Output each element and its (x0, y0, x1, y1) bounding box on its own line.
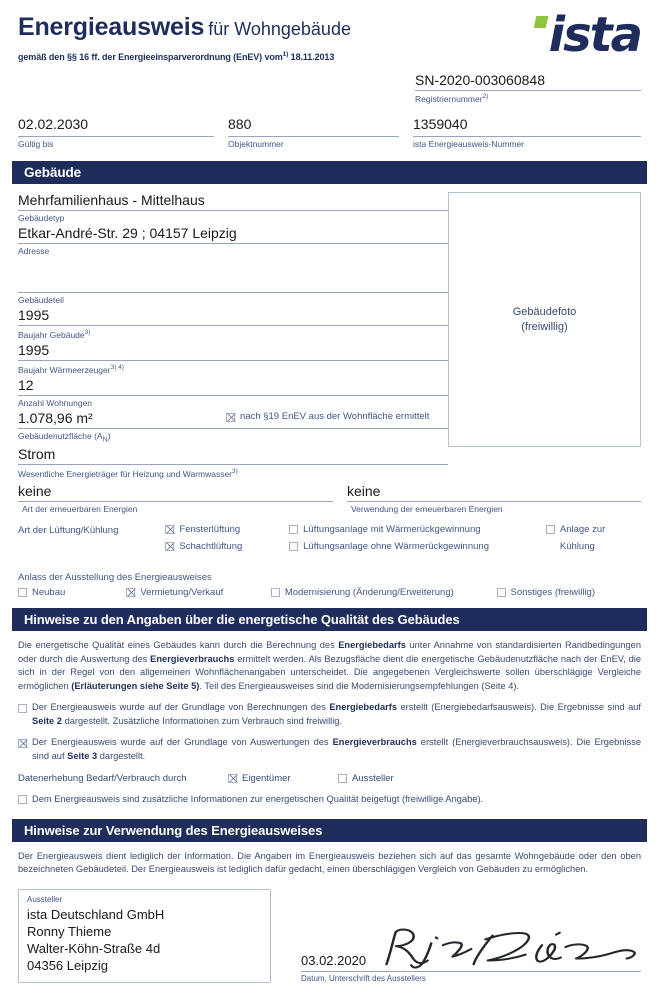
field-gueltig-bis-label: Gültig bis (18, 139, 54, 149)
field-gebaeudenutzflaeche-label-sub: N (102, 435, 108, 444)
field-gebaeudenutzflaeche (18, 410, 448, 447)
checkbox-neubau[interactable] (18, 587, 126, 598)
field-energietraeger-value: Strom (18, 446, 448, 465)
field-gebaeudeteil-label: Gebäudeteil (18, 295, 64, 305)
checkbox-lueftungsanlage-ohne-wrg[interactable] (289, 541, 546, 552)
issuer-line: 04356 Leipzig (27, 957, 108, 973)
data-collection-row (0, 763, 659, 784)
building-photo-placeholder (448, 192, 641, 447)
option-zusatzinfo[interactable] (0, 784, 659, 807)
checkbox-icon-unchecked[interactable] (546, 525, 555, 534)
field-anzahl-wohnungen (18, 377, 448, 410)
ista-logo (501, 8, 641, 62)
signature-row (301, 926, 641, 972)
checkbox-modernisierung[interactable] (271, 587, 497, 598)
field-verwendung-erneuerbare (347, 483, 641, 514)
field-adresse-label: Adresse (18, 246, 50, 256)
field-anzahl-wohnungen-value: 12 (18, 377, 448, 396)
registration-block (415, 72, 641, 104)
ventilation-column-1 (165, 524, 289, 558)
checkbox-vermietung-verkauf-label: Vermietung/Verkauf (140, 587, 224, 599)
issuer-line: Walter-Köhn-Straße 4d (27, 940, 161, 956)
checkbox-lueftungsanlage-mit-wrg[interactable] (289, 524, 546, 535)
usage-paragraph: Der Energieausweis dient lediglich der Information. Die Angaben im Energieausweis beziehen sich auf das gesamte Wohngebäude oder den oben bezeichneten Gebäudeteil. Der Energieausweis ist lediglich dafür gedacht, einen überschlägigen Vergleich von Gebäuden zu ermöglichen. (18, 850, 641, 875)
field-baujahr-gebaeude-value: 1995 (18, 307, 448, 326)
checkbox-schachtlueftung[interactable] (165, 541, 289, 552)
option-energiebedarf[interactable] (0, 693, 659, 728)
checkbox-sonstiges[interactable] (497, 587, 641, 598)
field-gebaeudetyp-label: Gebäudetyp (18, 213, 65, 223)
field-gueltig-bis (18, 116, 228, 149)
checkbox-sonstiges-label: Sonstiges (freiwillig) (510, 587, 596, 599)
section-header-verwendung: Hinweise zur Verwendung des Energieausweises (12, 819, 647, 842)
checkbox-wohnflaeche-ermittelt[interactable] (226, 411, 429, 422)
field-objektnummer (228, 116, 413, 149)
field-objektnummer-value: 880 (228, 116, 399, 137)
signature-area (301, 926, 641, 983)
field-baujahr-waermeerzeuger-label-text: Baujahr Wärmeerzeuger (18, 364, 111, 375)
footer-block (0, 877, 659, 983)
checkbox-anlage-zur-kuehlung-label-1: Anlage zur (559, 524, 606, 536)
option-energieverbrauch[interactable] (0, 728, 659, 763)
checkbox-schachtlueftung-label: Schachtlüftung (179, 541, 243, 553)
field-adresse-value: Etkar-André-Str. 29 ; 04157 Leipzig (18, 225, 448, 244)
section-header-qualitaet: Hinweise zu den Angaben über die energetische Qualität des Gebäudes (12, 608, 647, 631)
section-header-gebaeude: Gebäude (12, 161, 647, 184)
checkbox-eigentuemer[interactable] (228, 773, 338, 784)
checkbox-icon-unchecked[interactable] (18, 795, 27, 804)
field-ausweis-nummer-value: 1359040 (413, 116, 641, 137)
field-gebaeudetyp-value: Mehrfamilienhaus - Mittelhaus (18, 192, 448, 211)
field-art-erneuerbare-label: Art der erneuerbaren Energien (22, 504, 138, 515)
gebaeude-fields (18, 192, 448, 481)
logo-wordmark: ista (548, 7, 641, 63)
field-objektnummer-label: Objektnummer (228, 139, 284, 149)
checkbox-icon-checked[interactable] (18, 739, 27, 748)
checkbox-icon-unchecked[interactable] (289, 525, 298, 534)
field-gueltig-bis-value: 02.02.2030 (18, 116, 214, 137)
field-baujahr-waermeerzeuger-label (18, 361, 448, 377)
checkbox-anlage-zur-kuehlung[interactable] (546, 524, 641, 535)
checkbox-icon-unchecked[interactable] (497, 588, 506, 597)
field-ausweis-nummer (413, 116, 641, 149)
ventilation-row (0, 514, 659, 558)
checkbox-anlage-zur-kuehlung-label-2: Kühlung (559, 541, 595, 553)
checkbox-lueftungsanlage-mit-wrg-label: Lüftungsanlage mit Wärmerückgewinnung (303, 524, 481, 536)
registration-number-value: SN-2020-003060848 (415, 72, 641, 91)
field-baujahr-gebaeude-footnote: 3) (84, 329, 91, 336)
field-energietraeger-label-text: Wesentliche Energieträger für Heizung und Warmwasser (18, 469, 233, 480)
law-reference-footnote: 1) (282, 50, 289, 58)
checkbox-icon-unchecked[interactable] (18, 588, 27, 597)
quality-paragraph-text: Die energetische Qualität eines Gebäudes kann durch die Berechnung des Energiebedarfs unter Annahme von standardisierten Randbedingungen oder durch die Auswertung des Energieverbrauchs ermittelt werden. Als Bezugsfläche dient die energetische Gebäudenutzfläche nach der EnEV, die sich in der Regel von den allgemeinen Wohnflächenangaben unterscheidet. Die angegebenen Vergleichswerte sollen überschlägige Vergleiche ermöglichen (Erläuterungen siehe Seite 5). Teil des Energieausweises sind die Modernisierungsempfehlungen (Seite 4). (18, 640, 641, 691)
checkbox-neubau-label: Neubau (32, 587, 66, 599)
building-photo-label-1: Gebäudefoto (512, 305, 577, 318)
checkbox-icon-checked[interactable] (165, 525, 174, 534)
data-collection-label: Datenerhebung Bedarf/Verbrauch durch (18, 773, 187, 785)
title-main: Energieausweis (18, 13, 205, 41)
field-baujahr-waermeerzeuger (18, 342, 448, 377)
field-energietraeger-label (18, 465, 448, 481)
ventilation-column-2 (289, 524, 546, 558)
checkbox-modernisierung-label: Modernisierung (Änderung/Erweiterung) (284, 587, 454, 599)
field-gebaeudetyp (18, 192, 448, 225)
checkbox-icon-unchecked[interactable] (18, 704, 27, 713)
issuer-line: Ronny Thieme (27, 923, 112, 939)
checkbox-vermietung-verkauf[interactable] (126, 587, 270, 598)
option-zusatzinfo-label: Dem Energieausweis sind zusätzliche Informationen zur energetischen Qualität beigefügt (freiwillige Angabe). (32, 794, 484, 805)
renewables-row (0, 481, 659, 514)
gebaeude-section (0, 184, 659, 481)
law-reference-date: 18.11.2013 (290, 51, 335, 62)
occasion-label: Anlass der Ausstellung des Energieausweises (18, 572, 212, 584)
field-gebaeudenutzflaeche-label (18, 429, 448, 447)
checkbox-icon-checked[interactable] (165, 542, 174, 551)
field-baujahr-gebaeude (18, 307, 448, 342)
field-energietraeger-footnote: 3) (232, 468, 238, 476)
checkbox-aussteller-label: Aussteller (352, 773, 394, 785)
field-gebaeudenutzflaeche-label-tail: ) (107, 430, 111, 441)
title-sub: für Wohngebäude (208, 19, 351, 39)
field-art-erneuerbare (18, 483, 347, 514)
field-ausweis-nummer-label: ista Energieausweis-Nummer (413, 139, 525, 149)
checkbox-fensterlueftung-label: Fensterlüftung (179, 524, 241, 536)
checkbox-aussteller[interactable] (338, 773, 448, 784)
signature-caption: Datum, Unterschrift des Ausstellers (301, 973, 426, 983)
building-photo-label-2: (freiwillig) (521, 320, 568, 333)
ventilation-label: Art der Lüftung/Kühlung (18, 525, 119, 537)
field-verwendung-erneuerbare-label: Verwendung der erneuerbaren Energien (350, 504, 503, 515)
checkbox-icon-unchecked[interactable] (271, 588, 280, 597)
checkbox-icon-checked[interactable] (228, 774, 237, 783)
field-baujahr-gebaeude-label (18, 326, 448, 342)
checkbox-fensterlueftung[interactable] (165, 524, 289, 535)
field-anzahl-wohnungen-label: Anzahl Wohnungen (18, 397, 93, 408)
checkbox-anlage-zur-kuehlung-line2 (546, 541, 641, 552)
field-art-erneuerbare-value: keine (18, 483, 333, 502)
field-gebaeudeteil (18, 276, 448, 307)
registration-number-label (415, 91, 641, 104)
field-gebaeudeteil-value (18, 276, 448, 293)
signature-image (370, 926, 641, 970)
checkbox-eigentuemer-label: Eigentümer (242, 773, 291, 785)
law-reference-pre: gemäß den §§ 16 ff. der Energieeinsparverordnung (EnEV) vom (18, 51, 283, 62)
field-energietraeger (18, 446, 448, 481)
registration-label-text: Registriernummer (415, 93, 483, 104)
quality-paragraph (0, 631, 659, 693)
checkbox-icon-unchecked[interactable] (338, 774, 347, 783)
registration-label-footnote: 2) (482, 93, 489, 100)
checkbox-lueftungsanlage-ohne-wrg-label: Lüftungsanlage ohne Wärmerückgewinnung (303, 541, 489, 553)
occasion-options-row (18, 587, 641, 598)
checkbox-icon-unchecked[interactable] (289, 542, 298, 551)
field-baujahr-waermeerzeuger-value: 1995 (18, 342, 448, 361)
checkbox-wohnflaeche-label: nach §19 EnEV aus der Wohnfläche ermittelt (240, 410, 430, 422)
option-energiebedarf-text: Der Energieausweis wurde auf der Grundlage von Berechnungen des Energiebedarfs erstellt (Energiebedarfsausweis). Die Ergebnisse sind auf Seite 2 dargestellt. Zusätzliche Informationen zum Verbrauch sind freiwillig. (32, 702, 641, 726)
occasion-block (0, 558, 659, 598)
issuer-label: Aussteller (27, 894, 63, 904)
signature-date: 03.02.2020 (301, 952, 367, 968)
checkbox-icon-checked[interactable] (226, 413, 235, 422)
field-gebaeudenutzflaeche-label-text: Gebäudenutzfläche (A (18, 430, 103, 441)
field-adresse (18, 225, 448, 258)
field-gebaeudenutzflaeche-value: 1.078,96 m² (18, 410, 448, 429)
option-energieverbrauch-text: Der Energieausweis wurde auf der Grundlage von Auswertungen des Energieverbrauchs erstellt (Energieverbrauchsausweis). Die Ergebnisse sind auf Seite 3 dargestellt. (32, 737, 642, 761)
checkbox-icon-checked[interactable] (126, 588, 135, 597)
field-baujahr-gebaeude-label-text: Baujahr Gebäude (18, 329, 85, 340)
ventilation-column-3 (546, 524, 641, 558)
field-verwendung-erneuerbare-value: keine (347, 483, 641, 502)
issuer-box (18, 889, 271, 983)
field-baujahr-waermeerzeuger-footnote: 3) 4) (110, 363, 124, 371)
logo-dot-icon (534, 16, 549, 28)
top-fields-row (0, 116, 659, 149)
issuer-line: ista Deutschland GmbH (27, 906, 165, 922)
